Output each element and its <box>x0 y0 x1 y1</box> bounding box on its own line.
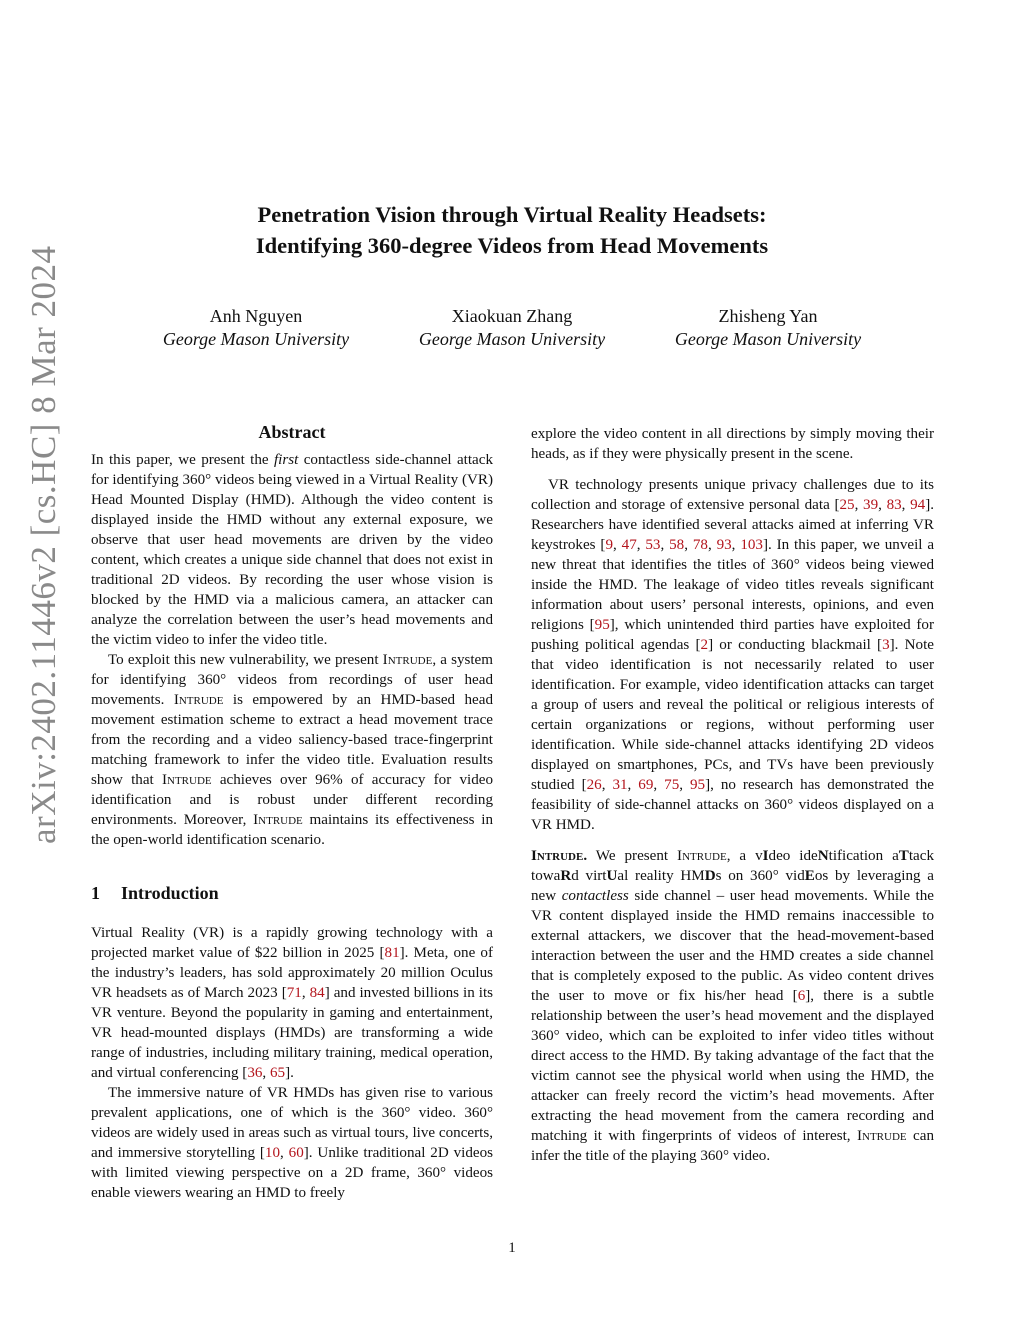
citation-link[interactable]: 95 <box>689 777 706 793</box>
author-affiliation: George Mason University <box>674 329 862 349</box>
citation-link[interactable]: 39 <box>863 497 879 513</box>
arxiv-identifier: arXiv:2402.11446v2 [cs.HC] 8 Mar 2024 <box>24 245 63 845</box>
right-paragraph-0: explore the video content in all directions by simply moving their heads, as if they were physically present in the scene. <box>531 426 934 462</box>
citation-link[interactable]: 81 <box>384 945 400 961</box>
system-name: Intrude <box>382 652 433 668</box>
section-heading-introduction: 1 Introduction <box>91 883 219 903</box>
page-number: 1 <box>508 1240 516 1256</box>
citation-link[interactable]: 9 <box>605 537 613 553</box>
author-name: Anh Nguyen <box>209 306 303 326</box>
author-name: Zhisheng Yan <box>718 306 818 326</box>
intro-paragraph-1: Virtual Reality (VR) is a rapidly growing technology with a projected market value of $22 billion in 2025 [81]. Meta, one of the industry’s leaders, has sold approximately 20 million Oculus VR headsets as of March 2023 [71, 84] and invested billions in its VR venture. Beyond the popularity in gaming and entertainment, VR head-mounted displays (HMDs) are transforming a wide range of industries, including military training, medical operation, and virtual conferencing [36, 65]. <box>91 925 494 1081</box>
citation-link[interactable]: 2 <box>700 637 709 653</box>
citation-link[interactable]: 71 <box>286 985 302 1001</box>
citation-link[interactable]: 65 <box>269 1065 286 1081</box>
author-2 <box>382 305 642 351</box>
citation-link[interactable]: 6 <box>797 988 806 1004</box>
citation-link[interactable]: 60 <box>288 1145 304 1161</box>
paper-title <box>150 199 874 261</box>
citation-link[interactable]: 47 <box>621 537 637 553</box>
author-affiliation: George Mason University <box>162 329 350 349</box>
paragraph-lead: Intrude. <box>531 848 588 864</box>
citation-link[interactable]: 78 <box>692 537 708 553</box>
citation-link[interactable]: 53 <box>645 537 661 553</box>
system-name: Intrude <box>677 848 727 864</box>
citation-link[interactable]: 84 <box>309 985 325 1001</box>
system-name: Intrude <box>173 692 224 708</box>
right-paragraph-1: VR technology presents unique privacy challenges due to its collection and storage of extensive personal data [25, 39, 83, 94]. Researchers have identified several attacks aimed at inferring VR keystrokes [9, 47, 53, 58, 78, 93, 103]. In this paper, we unveil a new threat that identifies the titles of 360° videos being viewed inside the HMD. The leakage of video titles reveals significant information about users’ personal interests, opinions, and even religions [95], which unintended third parties have exploited for pushing political agendas [2] or conducting blackmail [3]. Note that video identification is not necessarily related to user identification. For example, video identification attacks can target a group of users and reveal the political or religious interests of certain organizations or regions, without performing user identification. While side-channel attacks identifying 2D videos displayed on smartphones, PCs, and TVs have been previously studied [26, 31, 69, 75, 95], no research has demonstrated the feasibility of side-channel attacks on 360° videos displayed on a VR HMD. <box>531 477 935 833</box>
citation-link[interactable]: 26 <box>586 777 602 793</box>
citation-link[interactable]: 58 <box>669 537 685 553</box>
citation-link[interactable]: 103 <box>740 537 763 553</box>
citation-link[interactable]: 31 <box>612 777 628 793</box>
system-name: Intrude <box>253 812 303 828</box>
system-name: Intrude <box>161 772 212 788</box>
title-line-2: Identifying 360-degree Videos from Head Movements <box>255 233 769 258</box>
left-column <box>91 420 493 1203</box>
abstract-paragraph-1: In this paper, we present the first contactless side-channel attack for identifying 360° videos being viewed in a Virtual Reality (VR) Head Mounted Display (HMD). Although the video content is displayed inside the HMD without any external exposure, we observe that user head movements are driven by the video content, which creates a unique side channel that does not exist in traditional 2D videos. By recording the user whose vision is blocked by the HMD via a malicious camera, an attacker can analyze the correlation between the user’s head movements and the victim video to infer the video title. <box>91 452 493 648</box>
citation-link[interactable]: 3 <box>882 637 890 653</box>
abstract-heading: Abstract <box>258 422 326 442</box>
citation-link[interactable]: 25 <box>839 497 855 513</box>
author-3 <box>638 305 898 351</box>
citation-link[interactable]: 93 <box>716 537 732 553</box>
citation-link[interactable]: 94 <box>910 497 926 513</box>
intro-paragraph-2: The immersive nature of VR HMDs has given rise to various prevalent applications, one of which is the 360° video. 360° videos are widely used in areas such as virtual tours, live concerts, and immersive storytelling [10, 60]. Unlike traditional 2D videos with limited viewing perspective on a 2D frame, 360° videos enable viewers wearing an HMD to freely <box>91 1085 494 1201</box>
system-name: Intrude <box>856 1128 907 1144</box>
citation-link[interactable]: 36 <box>247 1065 263 1081</box>
right-paragraph-2: Intrude. We present Intrude, a vIdeo ideNtification aTtack towaRd virtUal reality HMDs on 360° vidEos by leveraging a new contactless side channel – user head movements. While the VR content displayed inside the HMD remains inaccessible to external attackers, we discover that the head-movement-based interaction between the user and the HMD creates a side channel that is completely exposed to the public. As video content drives the user to move or fix his/her head [6], there is a subtle relationship between the user’s head movement and the displayed 360° video, which can be exploited to infer video titles without direct access to the HMD. By taking advantage of the fact that the victim cannot see the physical world when using the HMD, the attacker can freely record the victim’s head movements. After extracting the head movement from the camera recording and matching it with fingerprints of videos of interest, Intrude can infer the title of the playing 360° video. <box>531 848 935 1164</box>
author-1 <box>126 305 386 351</box>
citation-link[interactable]: 69 <box>638 777 654 793</box>
abstract-paragraph-2: To exploit this new vulnerability, we present Intrude, a system for identifying 360° videos from recordings of user head movements. Intrude is empowered by an HMD-based head movement estimation scheme to extract a head movement trace from the recording and a video saliency-based trace-fingerprint matching framework to infer the video title. Evaluation results show that Intrude achieves over 96% of accuracy for video identification and is robust under different recording environments. Moreover, Intrude maintains its effectiveness in the open-world identification scenario. <box>91 652 494 848</box>
citation-link[interactable]: 75 <box>664 777 680 793</box>
right-column <box>531 424 934 1166</box>
author-affiliation: George Mason University <box>418 329 606 349</box>
title-line-1: Penetration Vision through Virtual Reality Headsets: <box>257 202 767 227</box>
citation-link[interactable]: 83 <box>886 497 902 513</box>
author-name: Xiaokuan Zhang <box>451 306 573 326</box>
citation-link[interactable]: 95 <box>594 617 610 633</box>
citation-link[interactable]: 10 <box>264 1145 280 1161</box>
